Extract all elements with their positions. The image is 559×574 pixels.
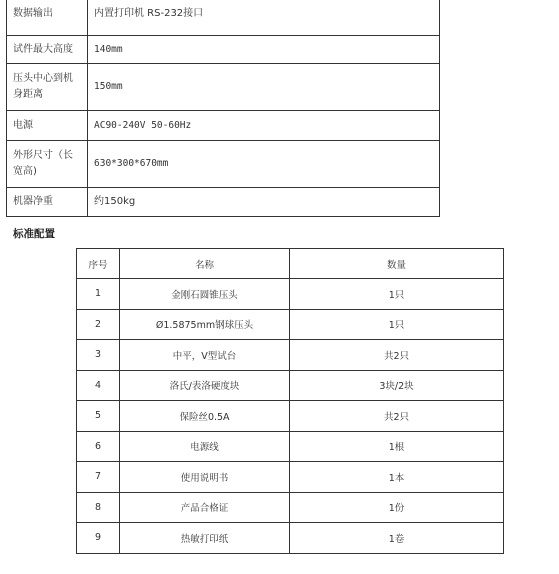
cell-quantity: 1卷 [290,523,504,554]
cell-index: 8 [77,492,120,523]
cell-quantity: 共2只 [290,340,504,371]
table-row [77,340,504,371]
cell-index: 5 [77,401,120,432]
cell-index: 1 [77,279,120,310]
config-table [76,248,504,554]
cell-index: 7 [77,462,120,493]
cell-index: 4 [77,370,120,401]
spec-row-data-output [7,0,440,36]
spec-table [6,0,440,217]
column-header-name: 名称 [120,249,290,279]
table-row [77,431,504,462]
cell-name: 中平，V型试台 [120,340,290,371]
cell-name: 使用说明书 [120,462,290,493]
table-row [77,401,504,432]
spec-value: 140mm [88,36,440,64]
table-row [77,462,504,493]
spec-value: 内置打印机 RS-232接口 [88,0,440,36]
spec-value: 约150kg [88,188,440,217]
spec-value: 630*300*670mm [88,141,440,188]
cell-quantity: 1份 [290,492,504,523]
spec-label: 外形尺寸（长宽高) [7,141,88,188]
spec-row-net-weight [7,188,440,217]
config-header-row [77,249,504,279]
cell-quantity: 1只 [290,279,504,310]
cell-quantity: 1本 [290,462,504,493]
table-row [77,492,504,523]
cell-name: 金刚石圆锥压头 [120,279,290,310]
column-header-index: 序号 [77,249,120,279]
cell-quantity: 1根 [290,431,504,462]
table-row [77,523,504,554]
cell-name: 洛氏/表洛硬度块 [120,370,290,401]
cell-quantity: 3块/2块 [290,370,504,401]
cell-index: 6 [77,431,120,462]
table-row [77,370,504,401]
spec-label: 机器净重 [7,188,88,217]
cell-index: 3 [77,340,120,371]
cell-name: 热敏打印纸 [120,523,290,554]
cell-quantity: 1只 [290,309,504,340]
table-row [77,309,504,340]
spec-value: AC90-240V 50-60Hz [88,111,440,141]
spec-row-power [7,111,440,141]
cell-index: 9 [77,523,120,554]
spec-row-dimensions [7,141,440,188]
spec-label: 电源 [7,111,88,141]
cell-index: 2 [77,309,120,340]
table-row [77,279,504,310]
cell-name: 电源线 [120,431,290,462]
cell-name: 保险丝0.5A [120,401,290,432]
spec-row-throat-depth [7,64,440,111]
cell-name: Ø1.5875mm钢球压头 [120,309,290,340]
cell-name: 产品合格证 [120,492,290,523]
cell-quantity: 共2只 [290,401,504,432]
spec-row-max-height [7,36,440,64]
spec-value: 150mm [88,64,440,111]
spec-label: 压头中心到机身距离 [7,64,88,111]
section-title: 标准配置 [13,228,55,240]
spec-label: 试件最大高度 [7,36,88,64]
column-header-quantity: 数量 [290,249,504,279]
spec-label: 数据输出 [7,0,88,36]
